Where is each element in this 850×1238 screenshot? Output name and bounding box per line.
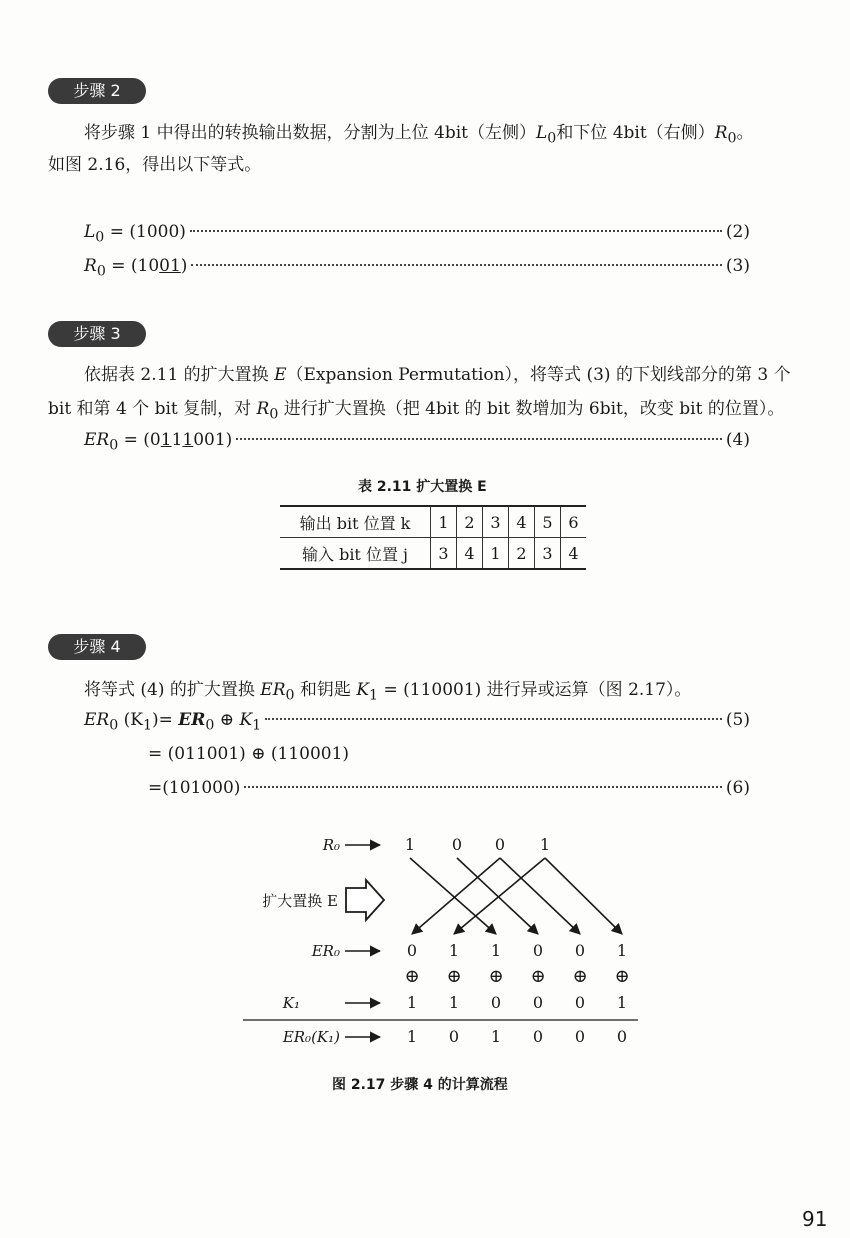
step-3-text: 进行扩大置换（把 4bit 的 bit 数增加为 6bit，改变 bit 的位置）。 xyxy=(278,399,785,419)
table-cell: 5 xyxy=(535,506,561,538)
leader-dots xyxy=(190,230,722,232)
k1-bit: 0 xyxy=(490,993,502,1012)
step-3-paragraph-line-1 xyxy=(84,360,791,385)
table-cell: 3 xyxy=(431,538,457,570)
equation-2 xyxy=(84,222,750,246)
r0-bit: 1 xyxy=(404,835,416,854)
er0-bit: 1 xyxy=(616,941,628,960)
equation-6-value: =(101000) xyxy=(148,778,241,798)
xor-symbol: ⊕ xyxy=(404,966,420,987)
r0-symbol: R xyxy=(714,123,728,143)
l0-symbol: L xyxy=(84,222,96,242)
result-bit: 0 xyxy=(532,1027,544,1046)
equation-4-value: = (0 xyxy=(118,430,161,450)
step-4-badge: 步骤 4 xyxy=(48,634,146,660)
table-cell: 3 xyxy=(483,506,509,538)
table-row xyxy=(280,538,586,570)
equation-4 xyxy=(84,430,750,454)
equation-5-number: (5) xyxy=(725,710,750,730)
er0-bit: 0 xyxy=(574,941,586,960)
er0-symbol: ER xyxy=(178,710,206,730)
result-bit: 0 xyxy=(616,1027,628,1046)
mapping-arrow xyxy=(454,858,545,934)
equation-5-text: ⊕ xyxy=(214,710,240,730)
page-number: 91 xyxy=(802,1207,828,1231)
er0-symbol: ER xyxy=(260,680,286,700)
expansion-permutation-table xyxy=(280,505,586,570)
subscript: 0 xyxy=(269,406,279,423)
xor-symbol: ⊕ xyxy=(446,966,462,987)
expand-label: 扩大置换 E xyxy=(262,892,338,910)
k1-row-label: K₁ xyxy=(282,994,300,1012)
r0-bit: 1 xyxy=(539,835,551,854)
r0-symbol: R xyxy=(256,399,270,419)
table-cell: 6 xyxy=(561,506,587,538)
result-row-label: ER₀(K₁) xyxy=(282,1028,340,1046)
equation-4-underlined-bit: 1 xyxy=(182,430,194,450)
row-header-input: 输入 bit 位置 j xyxy=(280,538,431,570)
equation-2-number: (2) xyxy=(725,222,750,242)
step-4-flow-figure xyxy=(0,820,850,1060)
equation-2-value: = (1000) xyxy=(104,222,186,242)
table-cell: 2 xyxy=(509,538,535,570)
table-cell: 3 xyxy=(535,538,561,570)
subscript: 0 xyxy=(727,130,737,147)
k1-bit: 0 xyxy=(532,993,544,1012)
equation-5 xyxy=(84,710,750,734)
k1-bit: 1 xyxy=(616,993,628,1012)
subscript: 1 xyxy=(142,717,152,734)
table-cell: 4 xyxy=(457,538,483,570)
step-4-paragraph xyxy=(84,675,691,703)
equation-3 xyxy=(84,256,750,280)
table-caption: 表 2.11 扩大置换 E xyxy=(358,479,487,495)
r0-bit: 0 xyxy=(451,835,463,854)
mapping-arrow xyxy=(410,858,496,934)
k1-bit: 1 xyxy=(448,993,460,1012)
subscript: 0 xyxy=(95,229,105,246)
figure-caption: 图 2.17 步骤 4 的计算流程 xyxy=(332,1077,508,1093)
step-2-paragraph-line-1 xyxy=(84,118,754,146)
result-bit: 1 xyxy=(406,1027,418,1046)
r0-symbol: R xyxy=(84,256,97,276)
step-4-text: 将等式 (4) 的扩大置换 xyxy=(84,680,261,700)
equation-3-value: = (10 xyxy=(105,256,160,276)
equation-4-number: (4) xyxy=(725,430,750,450)
er0-symbol: ER xyxy=(84,710,110,730)
step-3-text: bit 和第 4 个 bit 复制，对 xyxy=(48,399,257,419)
subscript: 0 xyxy=(547,130,557,147)
mapping-arrow xyxy=(545,858,622,934)
table-cell: 1 xyxy=(431,506,457,538)
equation-4-value: 1 xyxy=(171,430,183,450)
xor-symbol: ⊕ xyxy=(572,966,588,987)
step-4-text: = (110001) 进行异或运算（图 2.17）。 xyxy=(378,680,692,700)
leader-dots xyxy=(236,438,722,440)
leader-dots xyxy=(244,786,722,788)
l0-symbol: L xyxy=(536,123,548,143)
subscript: 0 xyxy=(285,687,295,704)
table-cell: 4 xyxy=(509,506,535,538)
equation-3-value: ) xyxy=(180,256,188,276)
result-bit: 0 xyxy=(448,1027,460,1046)
equation-5-continued: = (011001) ⊕ (110001) xyxy=(148,744,350,764)
leader-dots xyxy=(265,718,722,720)
equation-4-value: 001) xyxy=(193,430,233,450)
result-bit: 0 xyxy=(574,1027,586,1046)
equation-3-underlined-bits: 01 xyxy=(159,256,181,276)
er0-symbol: ER xyxy=(84,430,110,450)
leader-dots xyxy=(191,264,721,266)
step-4-text: 和钥匙 xyxy=(294,680,357,700)
equation-6 xyxy=(148,778,750,802)
table-cell: 2 xyxy=(457,506,483,538)
k1-bit: 1 xyxy=(406,993,418,1012)
subscript: 0 xyxy=(205,717,215,734)
subscript: 0 xyxy=(109,437,119,454)
table-cell: 4 xyxy=(561,538,587,570)
table-cell: 1 xyxy=(483,538,509,570)
er0-bit: 1 xyxy=(490,941,502,960)
xor-symbol: ⊕ xyxy=(614,966,630,987)
er0-row-label: ER₀ xyxy=(311,942,340,960)
subscript: 0 xyxy=(109,717,119,734)
xor-symbol: ⊕ xyxy=(530,966,546,987)
k1-symbol: K xyxy=(239,710,253,730)
equation-3-number: (3) xyxy=(725,256,750,276)
step-2-badge: 步骤 2 xyxy=(48,78,146,104)
equation-5-text: )= xyxy=(152,710,179,730)
k1-symbol: K xyxy=(356,680,370,700)
r0-bit: 0 xyxy=(494,835,506,854)
mapping-arrow xyxy=(500,858,580,934)
r0-row-label: R₀ xyxy=(322,836,340,854)
step-3-badge: 步骤 3 xyxy=(48,321,146,347)
subscript: 0 xyxy=(96,263,106,280)
step-3-text: （Expansion Permutation），将等式 (3) 的下划线部分的第 3 个 xyxy=(286,365,791,385)
mapping-arrow xyxy=(412,858,500,934)
k1-bit: 0 xyxy=(574,993,586,1012)
equation-5-text: (K xyxy=(118,710,143,730)
subscript: 1 xyxy=(369,687,379,704)
subscript: 1 xyxy=(252,717,262,734)
step-3-paragraph-line-2 xyxy=(48,394,784,422)
expand-outline-arrow-icon xyxy=(346,880,384,920)
step-3-text: 依据表 2.11 的扩大置换 xyxy=(84,365,275,385)
mapping-arrow xyxy=(457,858,538,934)
equation-4-underlined-bit: 1 xyxy=(160,430,172,450)
equation-6-number: (6) xyxy=(725,778,750,798)
e-symbol: E xyxy=(274,365,287,385)
er0-bit: 0 xyxy=(532,941,544,960)
result-bit: 1 xyxy=(490,1027,502,1046)
step-2-paragraph-line-2: 如图 2.16，得出以下等式。 xyxy=(48,155,262,175)
row-header-output: 输出 bit 位置 k xyxy=(280,506,431,538)
step-2-text: 将步骤 1 中得出的转换输出数据，分割为上位 4bit（左侧） xyxy=(84,123,536,143)
step-2-text: 和下位 4bit（右侧） xyxy=(556,123,715,143)
er0-bit: 0 xyxy=(406,941,418,960)
er0-bit: 1 xyxy=(448,941,460,960)
table-row xyxy=(280,506,586,538)
xor-symbol: ⊕ xyxy=(488,966,504,987)
step-2-text: 。 xyxy=(736,123,754,143)
